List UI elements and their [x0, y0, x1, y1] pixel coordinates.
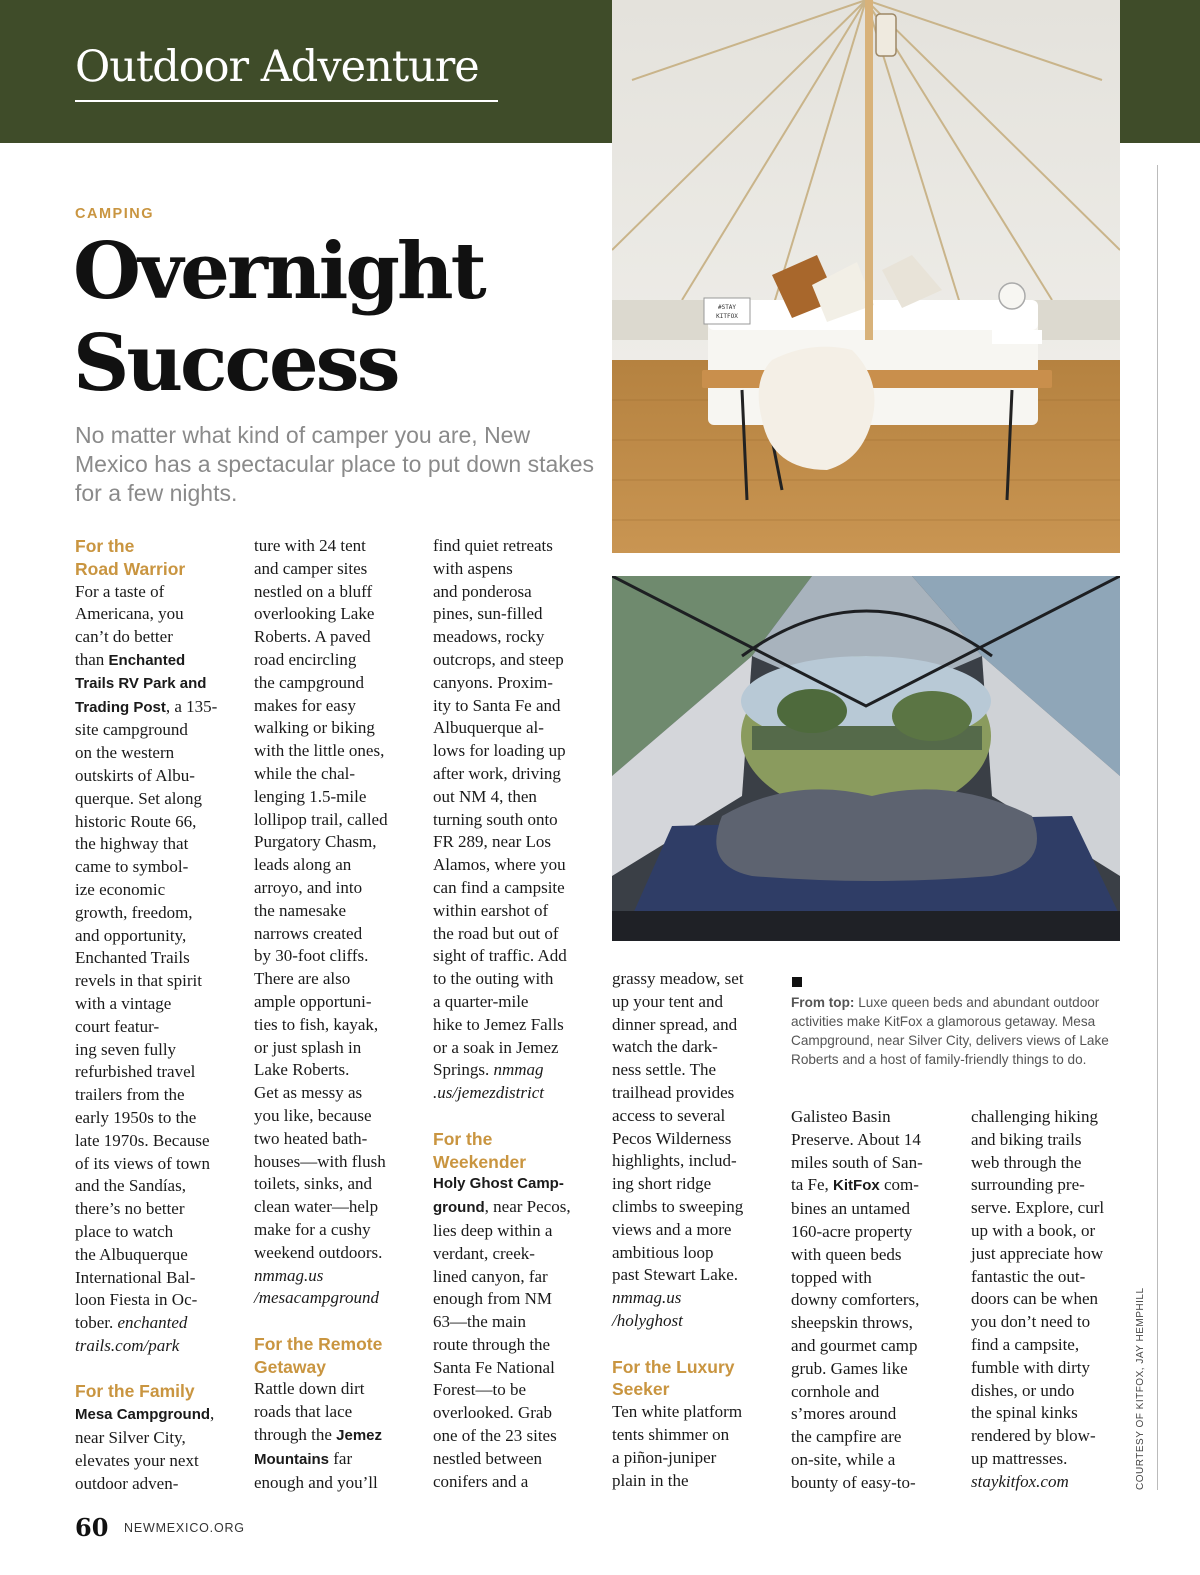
text-line: cornhole and [791, 1381, 880, 1401]
text-line: grassy meadow, set [612, 969, 744, 988]
text-line: with the little ones, [254, 741, 385, 761]
headline-line-2: Success [73, 318, 398, 409]
text-line: houses—with flush [254, 1151, 386, 1171]
text-line: overlooked. Grab [433, 1403, 552, 1423]
text-line: can’t do better [75, 627, 173, 647]
text-line: Springs. nmmag [433, 1060, 544, 1080]
kitfox-sign [704, 298, 750, 324]
desk-fan [999, 283, 1025, 309]
business-name: Mesa Campground [75, 1406, 211, 1424]
paragraph-gap [433, 1105, 571, 1128]
subhead-weekender: For the Weekender [433, 1128, 527, 1172]
text-line: the campground [254, 672, 364, 692]
side-rule [1157, 165, 1158, 1490]
text-line: Get as messy as [254, 1083, 363, 1103]
text-line: miles south of San- [791, 1152, 923, 1172]
text-line: 160-acre property [791, 1221, 913, 1241]
text-line: clean water—help [254, 1197, 379, 1217]
text-line: Forest—to be [433, 1380, 527, 1400]
text-line: Santa Fe National [433, 1357, 555, 1377]
web-link[interactable]: trails.com/park [75, 1335, 180, 1355]
dome-tent-illustration [612, 576, 1120, 941]
text-line: narrows created [254, 923, 363, 943]
text-line: up with a book, or [971, 1220, 1096, 1240]
text-line: outcrops, and steep [433, 649, 564, 669]
text-line: on the western [75, 743, 175, 763]
text-line: lined canyon, far [433, 1266, 548, 1286]
text-line: fumble with dirty [971, 1357, 1090, 1377]
place-name: Jemez [336, 1427, 383, 1445]
text-line: route through the [433, 1334, 551, 1354]
body-column-2 [254, 535, 388, 1494]
text-line: or a soak in Jemez [433, 1037, 559, 1057]
text-line: access to several [612, 1105, 726, 1125]
text-line: climbs to sweeping [612, 1196, 744, 1216]
text-line: s’mores around [791, 1404, 897, 1424]
text-line: International Bal- [75, 1267, 196, 1287]
text-line: and camper sites [254, 558, 368, 578]
text-line: Alamos, where you [433, 855, 566, 875]
text-line: the highway that [75, 834, 189, 854]
text-line: with aspens [433, 558, 513, 578]
text-line: pines, sun-filled [433, 604, 543, 624]
text-line: Trading Post, a 135- [75, 696, 218, 716]
text-line: nestled on a bluff [254, 581, 373, 601]
text-line: For a taste of [75, 581, 165, 601]
text-line: challenging hiking [971, 1107, 1099, 1126]
text-line: Americana, you [75, 604, 184, 624]
text-line: serve. Explore, curl [971, 1198, 1105, 1218]
text-line: while the chal- [254, 763, 356, 783]
text-line: came to symbol- [75, 857, 189, 877]
text-line: verdant, creek- [433, 1243, 535, 1263]
text-line: downy comforters, [791, 1290, 920, 1310]
text-line: dishes, or undo [971, 1380, 1075, 1400]
text-line: out NM 4, then [433, 786, 537, 806]
text-line: querque. Set along [75, 788, 202, 808]
text-line: toilets, sinks, and [254, 1174, 373, 1194]
subhead-family: For the Family [75, 1381, 195, 1402]
sleeping-bag [716, 789, 1037, 881]
text-line: topped with [791, 1267, 872, 1287]
place-name: Mountains [254, 1450, 329, 1468]
text-line: outskirts of Albu- [75, 765, 195, 785]
web-link[interactable]: enchanted [117, 1313, 188, 1333]
text-line: through the Jemez [254, 1425, 383, 1445]
sign-text-1: #STAY [717, 304, 737, 311]
web-link[interactable]: .us/jemezdistrict [433, 1083, 544, 1103]
business-name: Holy Ghost Camp- [433, 1175, 564, 1193]
text-line: a quarter-mile [433, 991, 529, 1011]
text-line: loon Fiesta in Oc- [75, 1290, 198, 1310]
text-line: ness settle. The [612, 1060, 717, 1080]
sign-text-2: KITFOX [716, 313, 738, 320]
text-line: there’s no better [75, 1199, 185, 1219]
text-line: web through the [971, 1152, 1082, 1172]
text-line: tents shimmer on [612, 1424, 730, 1444]
text-line: sight of traffic. Add [433, 946, 567, 966]
text-line: up your tent and [612, 991, 723, 1011]
text-line: lollipop trail, called [254, 809, 388, 829]
text-line: Pecos Wilderness [612, 1128, 732, 1148]
section-title-underline [75, 100, 498, 102]
text-line: the namesake [254, 900, 347, 920]
text-line: ground, near Pecos, [433, 1197, 571, 1217]
text-line: revels in that spirit [75, 971, 203, 991]
text-line: Enchanted Trails [75, 948, 190, 968]
view-tree-2 [892, 691, 972, 741]
text-line: ample opportuni- [254, 991, 372, 1011]
text-line: with queen beds [791, 1244, 902, 1264]
article-kicker: CAMPING [75, 206, 154, 222]
text-line: Preserve. About 14 [791, 1129, 921, 1149]
text-line: overlooking Lake [254, 604, 375, 624]
text-line: Ten white platform [612, 1402, 743, 1422]
text-line: Roberts. A paved [254, 627, 371, 647]
text-line: the Albuquerque [75, 1244, 188, 1264]
paragraph-gap [75, 1358, 217, 1381]
body-column-6 [971, 1106, 1104, 1494]
text-line: you don’t need to [971, 1312, 1091, 1332]
text-line: Rattle down dirt [254, 1379, 365, 1399]
footer-site: NEWMEXICO.ORG [124, 1521, 245, 1535]
text-line: a piñon-juniper [612, 1447, 717, 1467]
text-line: nestled between [433, 1448, 543, 1468]
text-line: up mattresses. [971, 1448, 1068, 1468]
web-link[interactable]: nmmag.us [612, 1288, 682, 1308]
page-number: 60 [75, 1513, 109, 1542]
text-line: doors can be when [971, 1289, 1098, 1309]
text-line: after work, driving [433, 763, 561, 783]
text-line: Galisteo Basin [791, 1107, 891, 1126]
subhead-remote-getaway: For the Remote Getaway [254, 1333, 383, 1377]
text-line: enough and you’ll [254, 1472, 378, 1492]
text-line: Mountains far [254, 1448, 353, 1468]
business-name: Trading Post [75, 698, 166, 716]
tent-interior-illustration [612, 0, 1120, 553]
text-line: place to watch [75, 1221, 174, 1241]
text-line: fantastic the out- [971, 1266, 1086, 1286]
web-link[interactable]: nmmag [493, 1060, 544, 1080]
text-line: lenging 1.5-mile [254, 786, 367, 806]
text-line: canyons. Proxim- [433, 672, 553, 692]
text-line: court featur- [75, 1016, 160, 1036]
text-line: or just splash in [254, 1037, 362, 1057]
text-line: historic Route 66, [75, 811, 197, 831]
text-line: near Silver City, [75, 1428, 186, 1448]
bench [702, 370, 1052, 388]
text-line: on-site, while a [791, 1449, 896, 1469]
body-column-4 [612, 968, 744, 1492]
caption-marker [792, 977, 802, 987]
text-line: two heated bath- [254, 1128, 368, 1148]
text-line: late 1970s. Because [75, 1130, 210, 1150]
side-table [992, 330, 1042, 344]
text-line: outdoor adven- [75, 1473, 179, 1493]
text-line: tober. enchanted [75, 1313, 188, 1333]
text-line: conifers and a [433, 1471, 529, 1491]
text-line: and the Sandías, [75, 1176, 186, 1196]
text-line: Albuquerque al- [433, 718, 544, 738]
text-line: bounty of easy-to- [791, 1472, 916, 1492]
text-line: trailhead provides [612, 1082, 735, 1102]
text-line: make for a cushy [254, 1219, 371, 1239]
text-line: roads that lace [254, 1402, 353, 1422]
text-line: within earshot of [433, 900, 549, 920]
text-line: sheepskin throws, [791, 1313, 913, 1333]
text-line: and ponderosa [433, 581, 532, 601]
text-line: ize economic [75, 879, 166, 899]
subhead-luxury-seeker: For the Luxury Seeker [612, 1356, 735, 1400]
body-column-1 [75, 535, 217, 1495]
photo-kitfox-tent-interior [612, 0, 1120, 553]
text-line: trailers from the [75, 1085, 185, 1105]
text-line: growth, freedom, [75, 902, 193, 922]
text-line: leads along an [254, 855, 352, 875]
text-line: bines an untamed [791, 1199, 910, 1219]
body-column-3 [433, 535, 571, 1493]
article-dek: No matter what kind of camper you are, New Mexico has a spectacular place to put down stakes for a few nights. [75, 422, 595, 506]
text-line: walking or biking [254, 718, 375, 738]
text-line: Lake Roberts. [254, 1060, 350, 1080]
text-line: Purgatory Chasm, [254, 832, 377, 852]
text-line: and gourmet camp [791, 1335, 918, 1355]
text-line: with a vintage [75, 993, 172, 1013]
text-line: ing seven fully [75, 1039, 177, 1059]
web-link[interactable]: /mesacampground [254, 1288, 379, 1308]
text-line: ties to fish, kayak, [254, 1014, 379, 1034]
article-headline [73, 226, 484, 410]
photo-caption: From top: Luxe queen beds and abundant outdoor activities make KitFox a glamorous getaway. Mesa Campground, near Silver City, delivers views of Lake Roberts and a host of family-friendly things to do. [791, 995, 1109, 1067]
text-line: weekend outdoors. [254, 1242, 383, 1262]
text-line: dinner spread, and [612, 1014, 738, 1034]
tent-center-pole [865, 0, 873, 340]
text-line: and biking trails [971, 1129, 1082, 1149]
text-line: There are also [254, 969, 351, 989]
view-tree-1 [777, 689, 847, 733]
text-line: arroyo, and into [254, 877, 363, 897]
text-line: makes for easy [254, 695, 356, 715]
text-line: 63—the main [433, 1312, 527, 1332]
photo-credit: COURTESY OF KITFOX, JAY HEMPHILL [1135, 1287, 1146, 1490]
text-line: rendered by blow- [971, 1426, 1096, 1446]
text-line: ambitious loop [612, 1242, 714, 1262]
text-line: highlights, includ- [612, 1151, 737, 1171]
text-line: refurbished travel [75, 1062, 196, 1082]
text-line: just appreciate how [971, 1243, 1104, 1263]
text-line: to the outing with [433, 969, 554, 989]
lantern [876, 14, 896, 56]
text-line: can find a campsite [433, 877, 565, 897]
text-line: the road but out of [433, 923, 559, 943]
text-line: watch the dark- [612, 1037, 718, 1057]
section-header-bar-right [1120, 0, 1200, 143]
text-line: Mesa Campground, [75, 1404, 215, 1424]
text-line: ta Fe, KitFox com- [791, 1175, 919, 1195]
text-line: one of the 23 sites [433, 1426, 557, 1446]
text-line: hike to Jemez Falls [433, 1014, 564, 1034]
photo-mesa-campground-tent [612, 576, 1120, 941]
text-line: and opportunity, [75, 925, 187, 945]
business-name: KitFox [833, 1177, 880, 1195]
web-link[interactable]: staykitfox.com [971, 1471, 1069, 1491]
web-link[interactable]: nmmag.us [254, 1265, 324, 1285]
business-name: Enchanted [108, 651, 186, 669]
text-line: you like, because [254, 1105, 372, 1125]
text-line: plain in the [612, 1470, 689, 1490]
text-line: enough from NM [433, 1289, 552, 1309]
text-line: site campground [75, 720, 188, 740]
business-name: ground [433, 1199, 485, 1217]
paragraph-gap [612, 1333, 744, 1356]
text-line: turning south onto [433, 809, 558, 829]
subhead-road-warrior: For the Road Warrior [75, 536, 186, 579]
web-link[interactable]: /holyghost [612, 1310, 683, 1330]
text-line: views and a more [612, 1219, 732, 1239]
text-line: find a campsite, [971, 1334, 1080, 1354]
tent-floor [612, 911, 1120, 941]
text-line: grub. Games like [791, 1358, 908, 1378]
text-line: the spinal kinks [971, 1403, 1078, 1423]
text-line: lows for loading up [433, 741, 566, 761]
text-line: ity to Santa Fe and [433, 695, 561, 715]
text-line: surrounding pre- [971, 1175, 1085, 1195]
text-line: by 30-foot cliffs. [254, 946, 369, 966]
text-line: lies deep within a [433, 1220, 553, 1240]
text-line: elevates your next [75, 1450, 199, 1470]
text-line: of its views of town [75, 1153, 211, 1173]
business-name: Trails RV Park and [75, 674, 207, 692]
section-title: Outdoor Adventure [75, 42, 479, 92]
headline-line-1: Overnight [73, 226, 484, 317]
text-line: the campfire are [791, 1427, 902, 1447]
text-line: ing short ridge [612, 1174, 712, 1194]
text-line: find quiet retreats [433, 536, 553, 555]
text-line: early 1950s to the [75, 1107, 197, 1127]
text-line: road encircling [254, 649, 357, 669]
body-column-5 [791, 1106, 923, 1495]
text-line: meadows, rocky [433, 627, 545, 647]
text-line: past Stewart Lake. [612, 1265, 739, 1285]
text-line: ture with 24 tent [254, 536, 366, 555]
paragraph-gap [254, 1310, 388, 1333]
text-line: FR 289, near Los [433, 832, 552, 852]
text-line: than Enchanted [75, 649, 186, 669]
